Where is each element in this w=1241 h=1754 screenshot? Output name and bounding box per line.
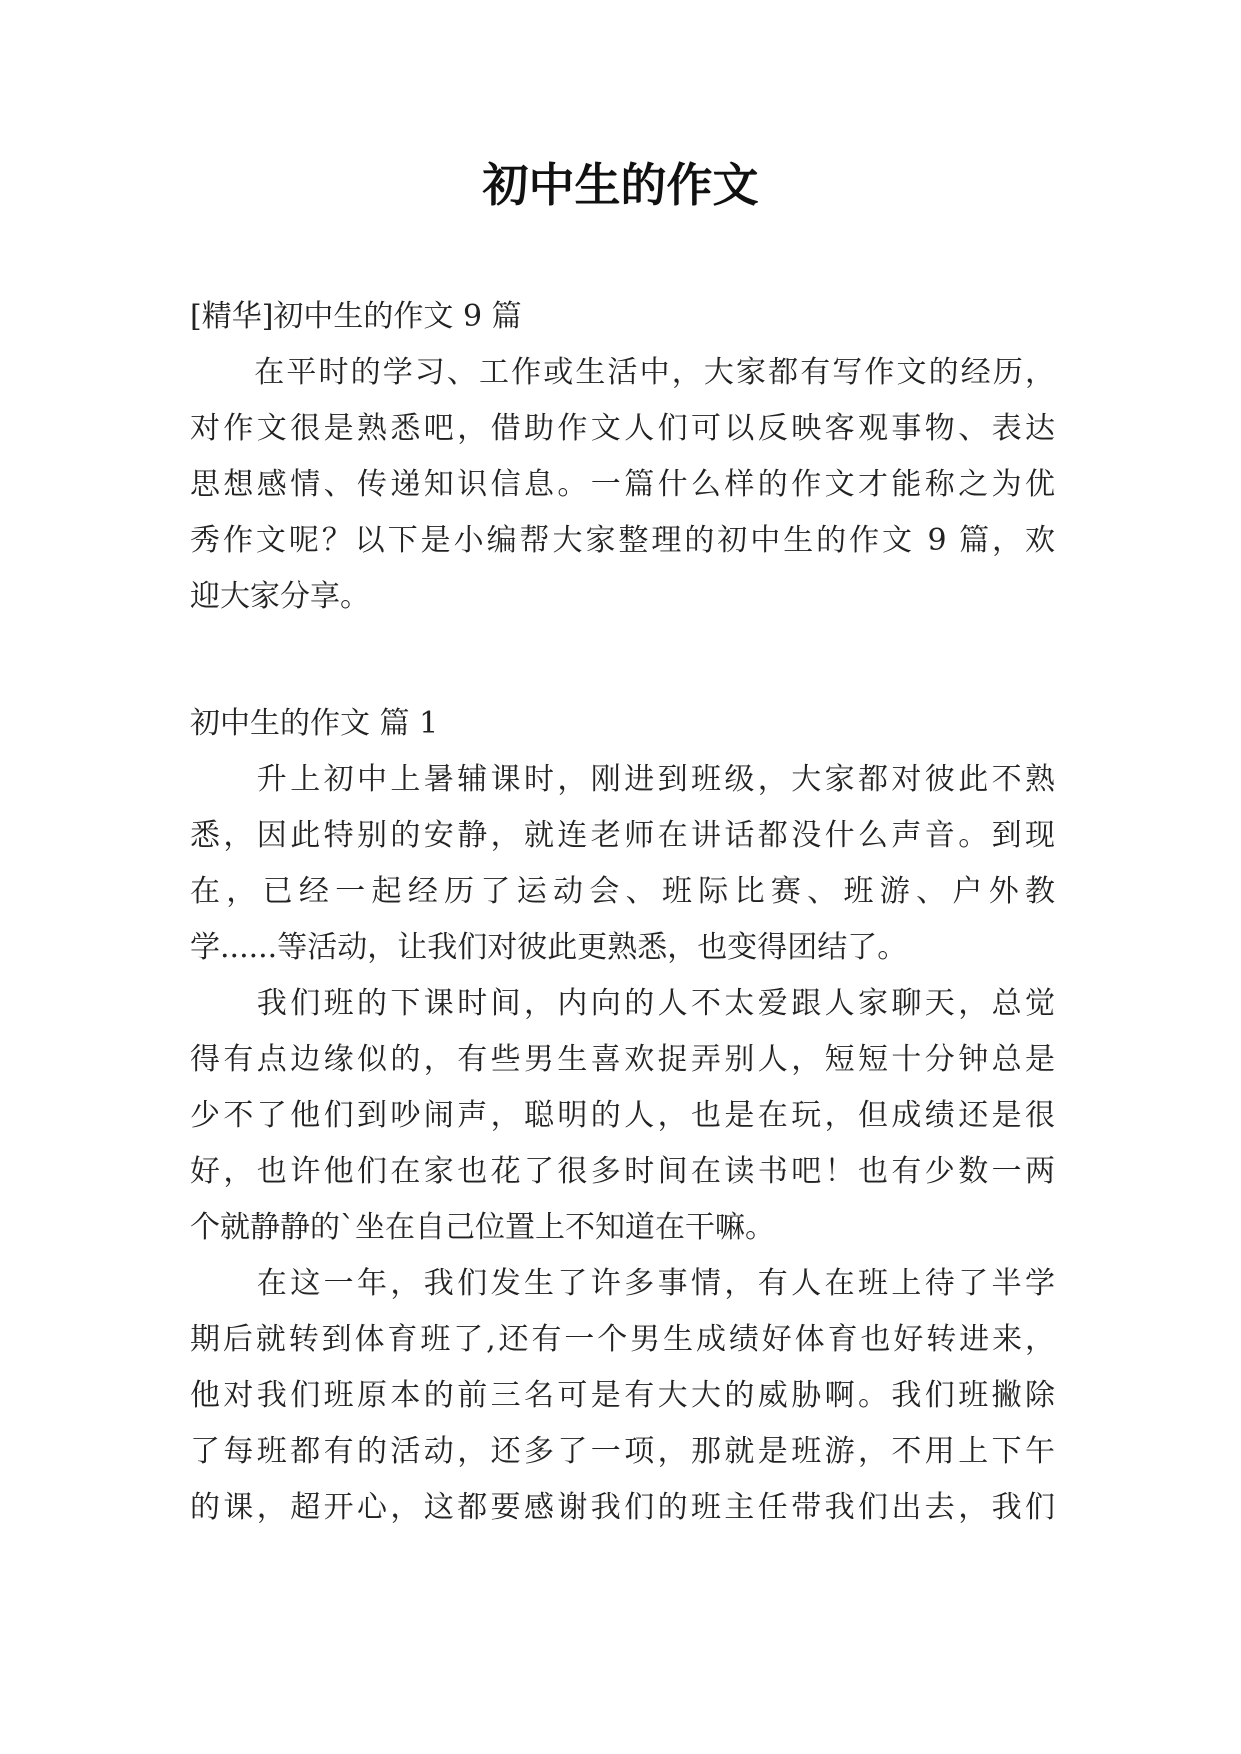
section-heading: 初中生的作文 篇 1	[190, 706, 439, 741]
text-line: 在这一年，我们发生了许多事情，有人在班上待了半学	[190, 1266, 1055, 1301]
body-paragraph-3	[190, 1256, 1055, 1536]
text-line: 好，也许他们在家也花了很多时间在读书吧！也有少数一两	[190, 1154, 1055, 1189]
intro-paragraph	[190, 345, 1055, 625]
text-line: 得有点边缘似的，有些男生喜欢捉弄别人，短短十分钟总是	[190, 1042, 1055, 1077]
text-line: 对作文很是熟悉吧，借助作文人们可以反映客观事物、表达	[190, 411, 1055, 446]
text-line: 学......等活动，让我们对彼此更熟悉，也变得团结了。	[190, 930, 908, 965]
section-gap	[190, 625, 1055, 696]
document-title: 初中生的作文	[482, 158, 759, 212]
text-line: 少不了他们到吵闹声，聪明的人，也是在玩，但成绩还是很	[190, 1098, 1055, 1133]
text-line: 迎大家分享。	[190, 579, 370, 614]
text-line: 了每班都有的活动，还多了一项，那就是班游，不用上下午	[190, 1434, 1055, 1469]
text-line: 升上初中上暑辅课时，刚进到班级，大家都对彼此不熟	[190, 762, 1055, 797]
body-paragraph-1	[190, 752, 1055, 976]
text-line: 期后就转到体育班了,还有一个男生成绩好体育也好转进来，	[190, 1322, 1055, 1357]
text-line: 我们班的下课时间，内向的人不太爱跟人家聊天，总觉	[190, 986, 1055, 1021]
document-body	[190, 289, 1055, 1536]
text-line: 个就静静的`坐在自己位置上不知道在干嘛。	[190, 1210, 775, 1245]
text-line: 秀作文呢？以下是小编帮大家整理的初中生的作文 9 篇，欢	[190, 523, 1055, 558]
text-line: 在，已经一起经历了运动会、班际比赛、班游、户外教	[190, 874, 1055, 909]
text-line: 的课，超开心，这都要感谢我们的班主任带我们出去，我们	[190, 1490, 1055, 1525]
text-line: 悉，因此特别的安静，就连老师在讲话都没什么声音。到现	[190, 818, 1055, 853]
text-line: 思想感情、传递知识信息。一篇什么样的作文才能称之为优	[190, 467, 1055, 502]
text-line: 在平时的学习、工作或生活中，大家都有写作文的经历，	[190, 355, 1055, 390]
document-subtitle: [精华]初中生的作文 9 篇	[190, 299, 522, 334]
body-paragraph-2	[190, 976, 1055, 1256]
text-line: 他对我们班原本的前三名可是有大大的威胁啊。我们班撇除	[190, 1378, 1055, 1413]
